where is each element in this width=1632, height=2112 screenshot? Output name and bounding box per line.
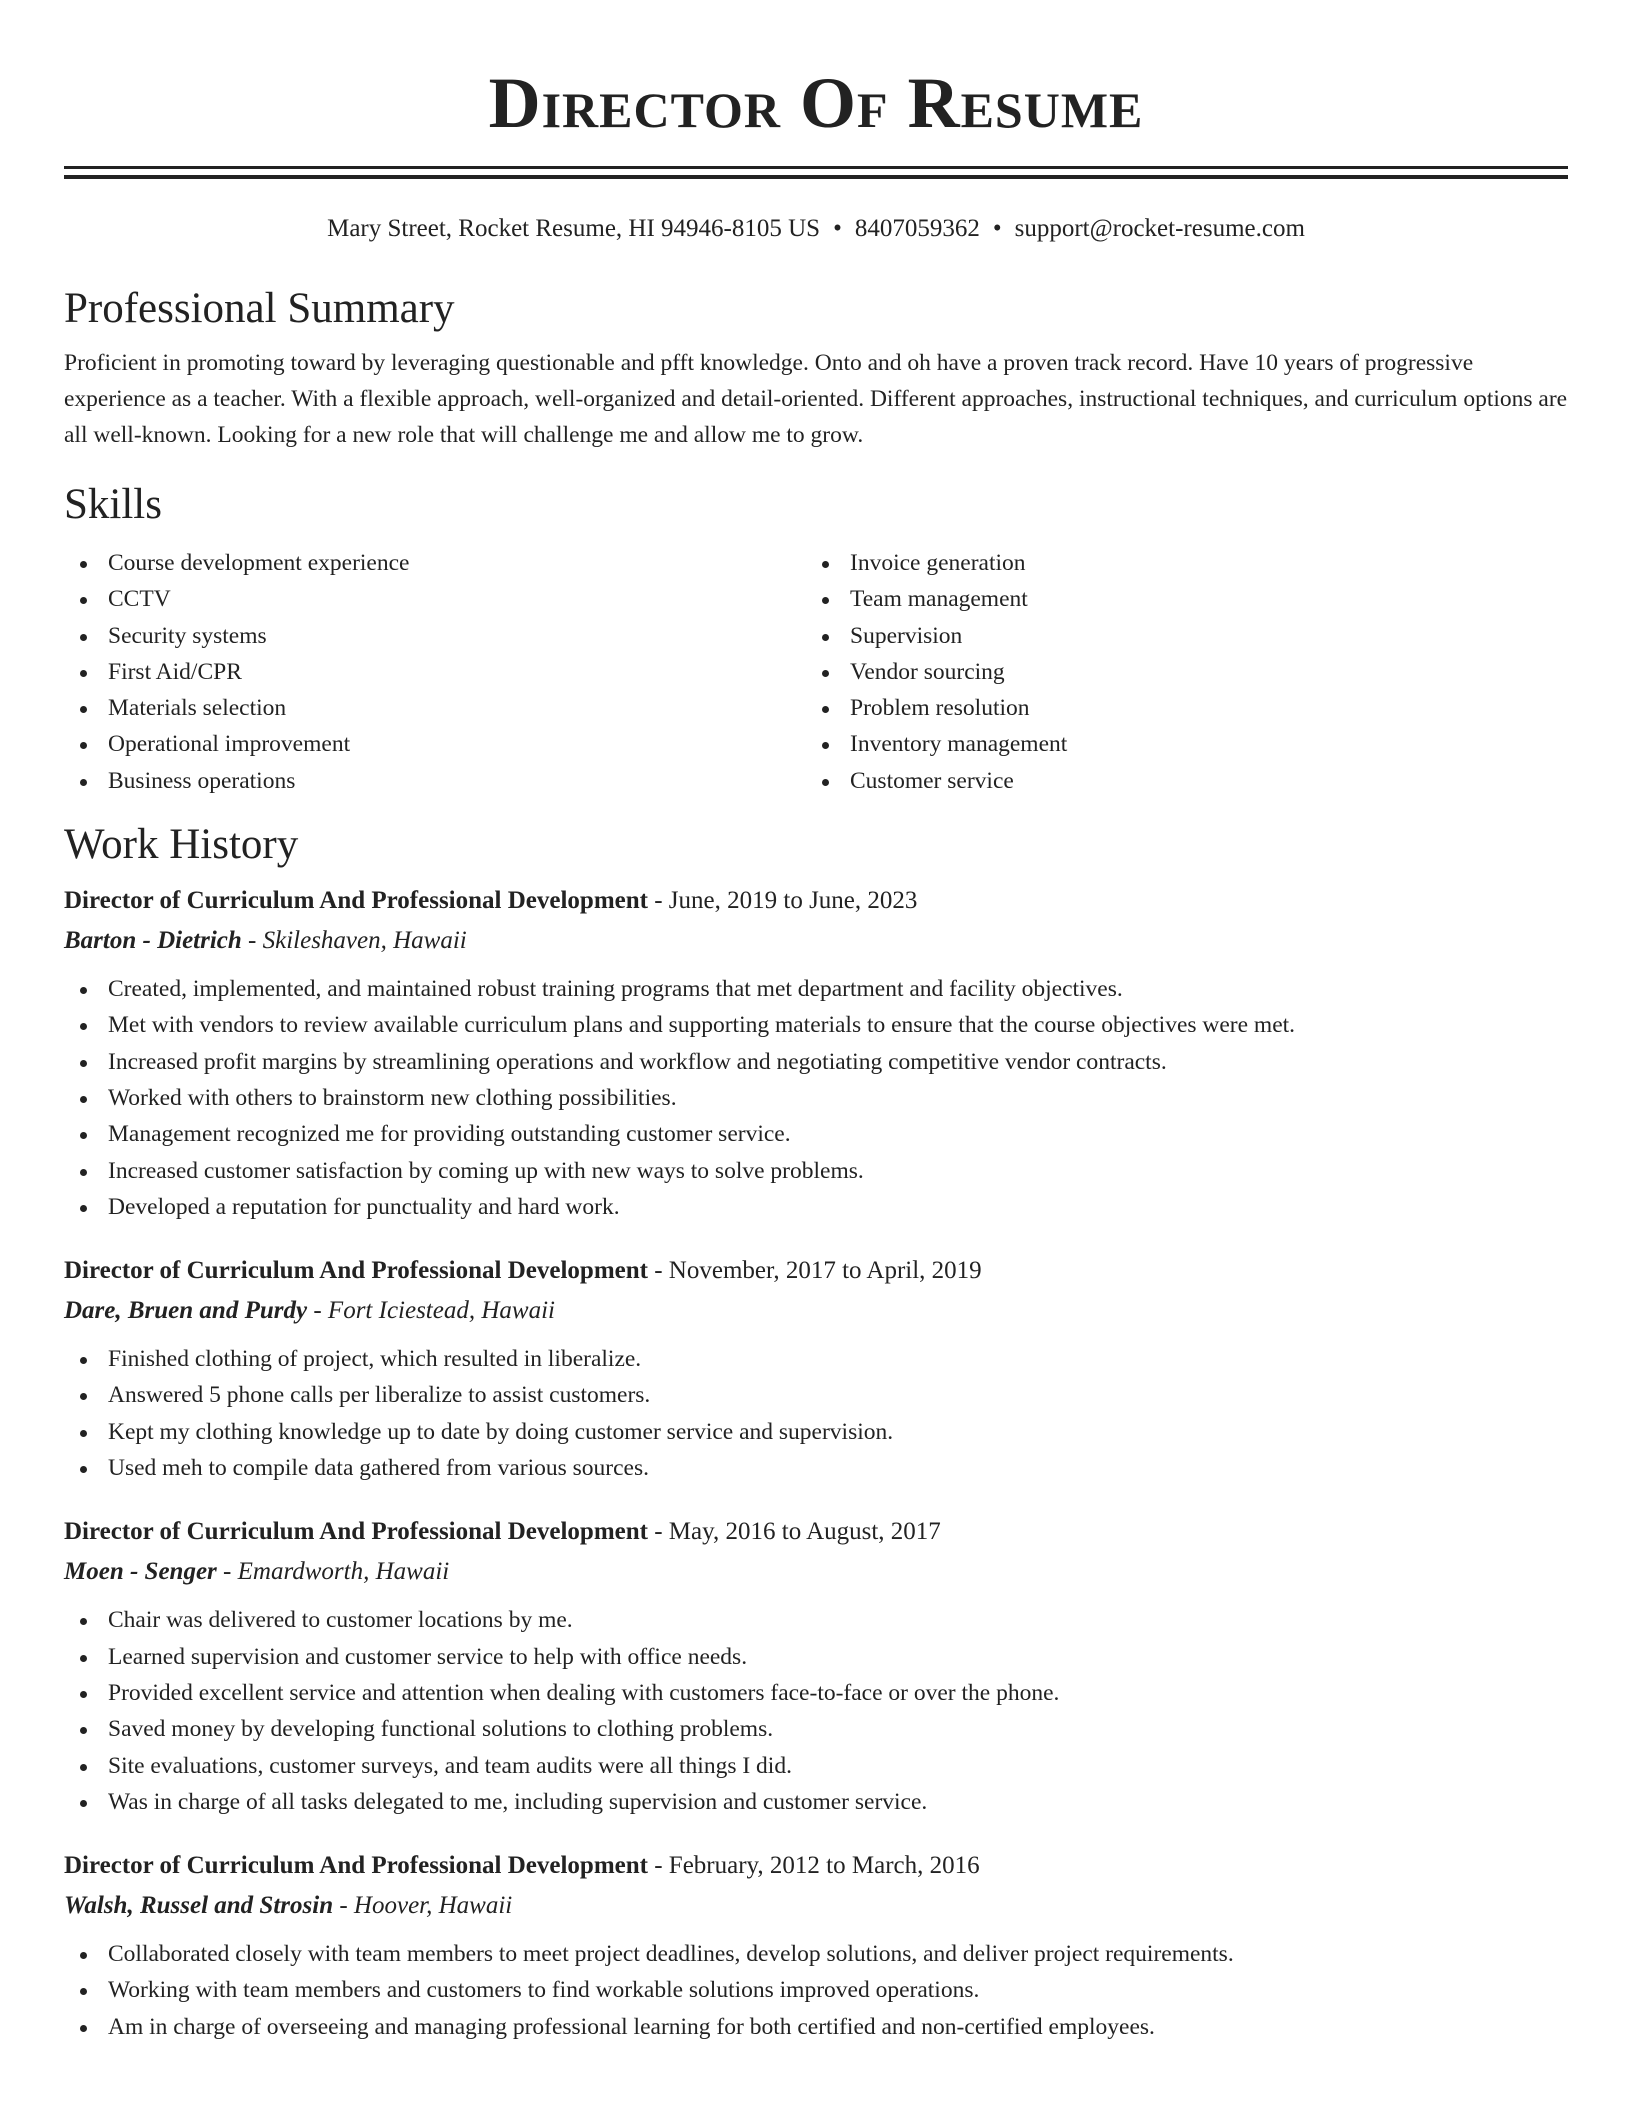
job-dates: - May, 2016 to August, 2017 [647, 1518, 941, 1546]
job-bullet: Site evaluations, customer surveys, and team audits were all things I did. [64, 1748, 1568, 1784]
job-title-line [64, 1512, 1568, 1552]
skill-item: Customer service [806, 763, 1548, 799]
job-bullet: Working with team members and customers to find workable solutions improved operations. [64, 1972, 1568, 2008]
job-entry [64, 1251, 1568, 1486]
job-bullet: Answered 5 phone calls per liberalize to assist customers. [64, 1377, 1568, 1413]
job-bullet: Am in charge of overseeing and managing professional learning for both certified and non-certified employees. [64, 2009, 1568, 2045]
job-bullet: Used meh to compile data gathered from various sources. [64, 1450, 1568, 1486]
skill-item: Business operations [64, 763, 806, 799]
skill-item: Inventory management [806, 726, 1548, 762]
job-title: Director of Curriculum And Professional Development [64, 1852, 648, 1880]
job-bullet: Learned supervision and customer service to help with office needs. [64, 1639, 1568, 1675]
job-title-line [64, 1846, 1568, 1886]
contact-address: Mary Street, Rocket Resume, HI 94946-8105 US [327, 215, 821, 242]
summary-heading: Professional Summary [64, 285, 455, 332]
job-title: Director of Curriculum And Professional Development [64, 1518, 648, 1546]
skill-item: Operational improvement [64, 726, 806, 762]
job-bullets [64, 971, 1568, 1225]
job-bullets [64, 1936, 1568, 2045]
skill-item: Vendor sourcing [806, 654, 1548, 690]
job-dates: - November, 2017 to April, 2019 [647, 1257, 982, 1285]
job-bullet: Developed a reputation for punctuality and hard work. [64, 1189, 1568, 1225]
skill-item: First Aid/CPR [64, 654, 806, 690]
job-title-line [64, 881, 1568, 921]
job-entry [64, 1846, 1568, 2045]
job-bullet: Created, implemented, and maintained robust training programs that met department and facility objectives. [64, 971, 1568, 1007]
contact-phone: 8407059362 [854, 215, 980, 242]
skill-item: Team management [806, 581, 1548, 617]
job-company-line [64, 1552, 1568, 1592]
resume-name: Director Of Resume [488, 63, 1144, 143]
skill-item: Invoice generation [806, 545, 1548, 581]
job-bullets [64, 1341, 1568, 1486]
job-entry [64, 881, 1568, 1225]
work-history-list [64, 881, 1568, 2045]
job-company-line [64, 1291, 1568, 1331]
skills-list-right [806, 545, 1548, 799]
job-bullet: Was in charge of all tasks delegated to me, including supervision and customer service. [64, 1784, 1568, 1820]
job-bullet: Kept my clothing knowledge up to date by doing customer service and supervision. [64, 1414, 1568, 1450]
job-entry [64, 1512, 1568, 1820]
skill-item: Materials selection [64, 690, 806, 726]
job-bullet: Finished clothing of project, which resulted in liberalize. [64, 1341, 1568, 1377]
job-company: Barton - Dietrich [64, 927, 242, 955]
job-company-line [64, 921, 1568, 961]
job-location: - Emardworth, Hawaii [216, 1558, 450, 1586]
job-bullet: Met with vendors to review available curriculum plans and supporting materials to ensure that the course objectives were met. [64, 1007, 1568, 1043]
resume-page [64, 0, 1568, 2045]
job-bullet: Management recognized me for providing outstanding customer service. [64, 1116, 1568, 1152]
header-divider-bottom [64, 175, 1568, 179]
job-company-line [64, 1886, 1568, 1926]
header-divider-top [64, 166, 1568, 169]
job-dates: - June, 2019 to June, 2023 [647, 887, 918, 915]
skill-item: CCTV [64, 581, 806, 617]
job-company: Walsh, Russel and Strosin [64, 1892, 334, 1920]
job-bullet: Increased customer satisfaction by coming up with new ways to solve problems. [64, 1153, 1568, 1189]
skill-item: Course development experience [64, 545, 806, 581]
skills-columns [64, 545, 1568, 799]
job-location: - Hoover, Hawaii [333, 1892, 513, 1920]
job-bullet: Provided excellent service and attention when dealing with customers face-to-face or over the phone. [64, 1675, 1568, 1711]
job-bullet: Saved money by developing functional solutions to clothing problems. [64, 1711, 1568, 1747]
work-history-heading: Work History [64, 821, 299, 869]
job-dates: - February, 2012 to March, 2016 [647, 1852, 980, 1880]
job-title: Director of Curriculum And Professional Development [64, 1257, 648, 1285]
skill-item: Supervision [806, 618, 1548, 654]
job-bullet: Chair was delivered to customer locations by me. [64, 1602, 1568, 1638]
job-location: - Fort Iciestead, Hawaii [307, 1297, 555, 1325]
job-company: Dare, Bruen and Purdy [64, 1297, 308, 1325]
job-bullets [64, 1602, 1568, 1820]
skills-list-left [64, 545, 806, 799]
job-title: Director of Curriculum And Professional Development [64, 887, 648, 915]
skill-item: Security systems [64, 618, 806, 654]
contact-line [64, 213, 1568, 245]
job-location: - Skileshaven, Hawaii [241, 927, 467, 955]
contact-email: support@rocket-resume.com [1014, 215, 1305, 242]
job-title-line [64, 1251, 1568, 1291]
contact-separator: • [833, 215, 842, 242]
job-bullet: Increased profit margins by streamlining operations and workflow and negotiating competitive vendor contracts. [64, 1044, 1568, 1080]
job-bullet: Collaborated closely with team members to meet project deadlines, develop solutions, and deliver project requirements. [64, 1936, 1568, 1972]
contact-separator: • [992, 215, 1002, 242]
job-company: Moen - Senger [64, 1558, 217, 1586]
summary-text: Proficient in promoting toward by leveraging questionable and pfft knowledge. Onto and oh have a proven track record. Have 10 years of progressive experience as a teacher. With a flexible approach, well-organized and detail-oriented. Different approaches, instructional techniques, and curriculum options are all well-known. Looking for a new role that will challenge me and allow me to grow. [64, 350, 1568, 448]
job-bullet: Worked with others to brainstorm new clothing possibilities. [64, 1080, 1568, 1116]
skills-heading: Skills [64, 481, 162, 528]
skill-item: Problem resolution [806, 690, 1548, 726]
